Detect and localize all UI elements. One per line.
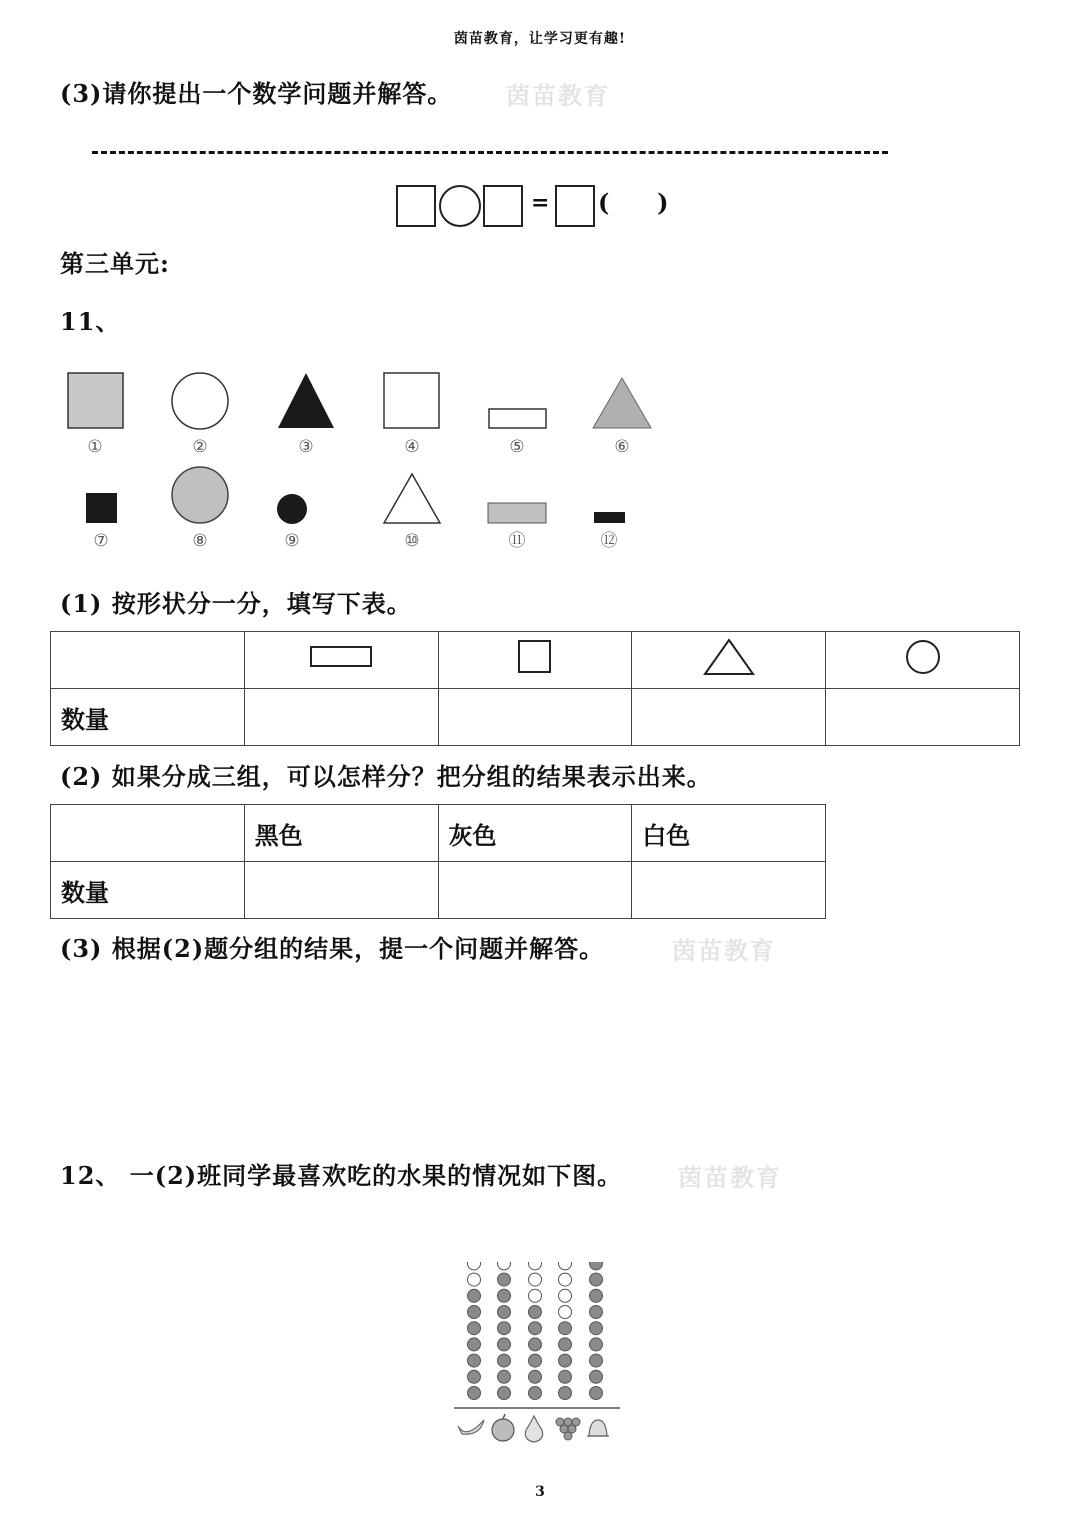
shape-6-gray-triangle [593, 378, 651, 428]
pictograph-dot-empty [559, 1289, 572, 1302]
table2-cell-gray[interactable] [438, 862, 632, 919]
shape-12-label: ⑫ [600, 531, 618, 551]
pictograph-dot-filled [468, 1338, 481, 1351]
pictograph-dot-filled [590, 1387, 603, 1400]
pictograph-dot-empty [529, 1273, 542, 1286]
table1-cell-circle[interactable] [826, 689, 1020, 746]
pictograph-dot-filled [559, 1387, 572, 1400]
shape-5-white-rectangle [489, 409, 546, 428]
pictograph-dots [468, 1262, 603, 1400]
shape-4-white-square [384, 373, 439, 428]
table2-header-white: 白色 [632, 805, 826, 862]
pictograph-dot-filled [498, 1289, 511, 1302]
fruit-pictograph [448, 1262, 628, 1452]
pictograph-dot-filled [498, 1322, 511, 1335]
shape-9-label: ⑨ [284, 531, 300, 551]
pictograph-dot-filled [590, 1273, 603, 1286]
pictograph-dot-filled [590, 1289, 603, 1302]
pictograph-dot-filled [590, 1262, 603, 1270]
shape-4-label: ④ [404, 437, 420, 457]
pictograph-dot-filled [559, 1322, 572, 1335]
shape-count-table [50, 631, 1020, 746]
pictograph-dot-filled [559, 1338, 572, 1351]
unit-paren: ( ) [598, 188, 670, 217]
table1-header-triangle [632, 632, 826, 689]
q12-label: 12、 一(2)班同学最喜欢吃的水果的情况如下图。 [60, 1161, 623, 1190]
pictograph-dot-empty [529, 1289, 542, 1302]
grape-icon [556, 1418, 580, 1440]
table2-cell-white[interactable] [632, 862, 826, 919]
shape-2-white-circle [172, 373, 228, 429]
shape-12-black-rectangle [594, 512, 625, 523]
q3-prompt: (3)请你提出一个数学问题并解答。 [60, 79, 453, 108]
shape-3-label: ③ [298, 437, 314, 457]
watermark: 茵苗教育 [506, 81, 610, 110]
table2-row-label: 数量 [51, 862, 245, 919]
table1-corner [51, 632, 245, 689]
table1-header-circle [826, 632, 1020, 689]
pictograph-dot-empty [468, 1273, 481, 1286]
shape-8-gray-circle [172, 467, 228, 523]
shape-2-label: ② [192, 437, 208, 457]
pictograph-dot-filled [498, 1306, 511, 1319]
pictograph-dot-empty [559, 1273, 572, 1286]
shape-5-label: ⑤ [509, 437, 525, 457]
shape-1-label: ① [87, 437, 103, 457]
table1-cell-triangle[interactable] [632, 689, 826, 746]
pictograph-dot-empty [559, 1262, 572, 1270]
pictograph-dot-filled [529, 1322, 542, 1335]
pictograph-dot-filled [559, 1370, 572, 1383]
shape-7-black-square [86, 493, 117, 523]
pictograph-dot-filled [529, 1354, 542, 1367]
shape-11-gray-rectangle [488, 503, 546, 523]
watermark: 茵苗教育 [678, 1163, 782, 1192]
pictograph-dot-filled [498, 1387, 511, 1400]
pictograph-dot-filled [498, 1273, 511, 1286]
pictograph-dot-filled [529, 1387, 542, 1400]
pictograph-dot-filled [468, 1289, 481, 1302]
apple-icon [492, 1414, 514, 1441]
shape-7-label: ⑦ [93, 531, 109, 551]
square-icon [517, 639, 553, 675]
pictograph-dot-filled [498, 1338, 511, 1351]
q11-label: 11、 [60, 307, 121, 336]
watermark: 茵苗教育 [672, 936, 776, 965]
pictograph-dot-filled [468, 1354, 481, 1367]
q11-part1: (1) 按形状分一分，填写下表。 [60, 589, 412, 618]
table1-cell-rectangle[interactable] [244, 689, 438, 746]
pear-icon [525, 1416, 542, 1442]
circle-icon [905, 639, 941, 675]
table1-header-rectangle [244, 632, 438, 689]
pictograph-dot-filled [529, 1338, 542, 1351]
banana-icon [458, 1420, 484, 1434]
pictograph-dot-filled [590, 1370, 603, 1383]
pictograph-dot-filled [590, 1354, 603, 1367]
pictograph-dot-empty [468, 1262, 481, 1270]
rectangle-icon [309, 644, 373, 670]
table1-cell-square[interactable] [438, 689, 632, 746]
pictograph-dot-filled [498, 1354, 511, 1367]
equation-box-1[interactable] [396, 185, 436, 227]
page-number: 3 [535, 1484, 545, 1500]
equation-box-2[interactable] [483, 185, 523, 227]
table2-corner [51, 805, 245, 862]
equals-sign: = [531, 190, 551, 216]
page-header: 茵苗教育，让学习更有趣! [453, 31, 627, 47]
pictograph-dot-filled [468, 1387, 481, 1400]
q11-part3: (3) 根据(2)题分组的结果，提一个问题并解答。 [60, 934, 605, 963]
table1-header-square [438, 632, 632, 689]
pictograph-dot-empty [529, 1262, 542, 1270]
pictograph-dot-filled [468, 1370, 481, 1383]
pictograph-dot-filled [468, 1306, 481, 1319]
pictograph-dot-filled [559, 1354, 572, 1367]
pictograph-dot-filled [590, 1338, 603, 1351]
answer-line[interactable] [92, 151, 888, 154]
equation-result-box[interactable] [555, 185, 595, 227]
shape-3-black-triangle [278, 373, 334, 428]
shape-set [50, 360, 690, 560]
pictograph-dot-filled [529, 1306, 542, 1319]
unit-title: 第三单元: [60, 249, 170, 278]
q11-part2: (2) 如果分成三组，可以怎样分？把分组的结果表示出来。 [60, 762, 712, 791]
shape-9-black-circle [277, 494, 307, 524]
pictograph-dot-empty [559, 1306, 572, 1319]
table2-header-gray: 灰色 [438, 805, 632, 862]
table2-header-black: 黑色 [244, 805, 438, 862]
pictograph-dot-filled [468, 1322, 481, 1335]
shape-6-label: ⑥ [614, 437, 630, 457]
shape-8-label: ⑧ [192, 531, 208, 551]
table1-row-label: 数量 [51, 689, 245, 746]
bell-fruit-icon [587, 1420, 609, 1436]
shape-1-gray-square [68, 373, 123, 428]
pictograph-dot-filled [529, 1370, 542, 1383]
shape-10-label: ⑩ [404, 531, 420, 551]
pictograph-dot-filled [590, 1322, 603, 1335]
pictograph-dot-filled [498, 1370, 511, 1383]
color-count-table [50, 804, 826, 919]
pictograph-dot-empty [498, 1262, 511, 1270]
shape-11-label: ⑪ [508, 531, 526, 551]
equation-operator-circle[interactable] [439, 185, 481, 227]
triangle-icon [703, 637, 755, 677]
pictograph-dot-filled [590, 1306, 603, 1319]
shape-10-white-triangle [384, 474, 440, 523]
table2-cell-black[interactable] [244, 862, 438, 919]
